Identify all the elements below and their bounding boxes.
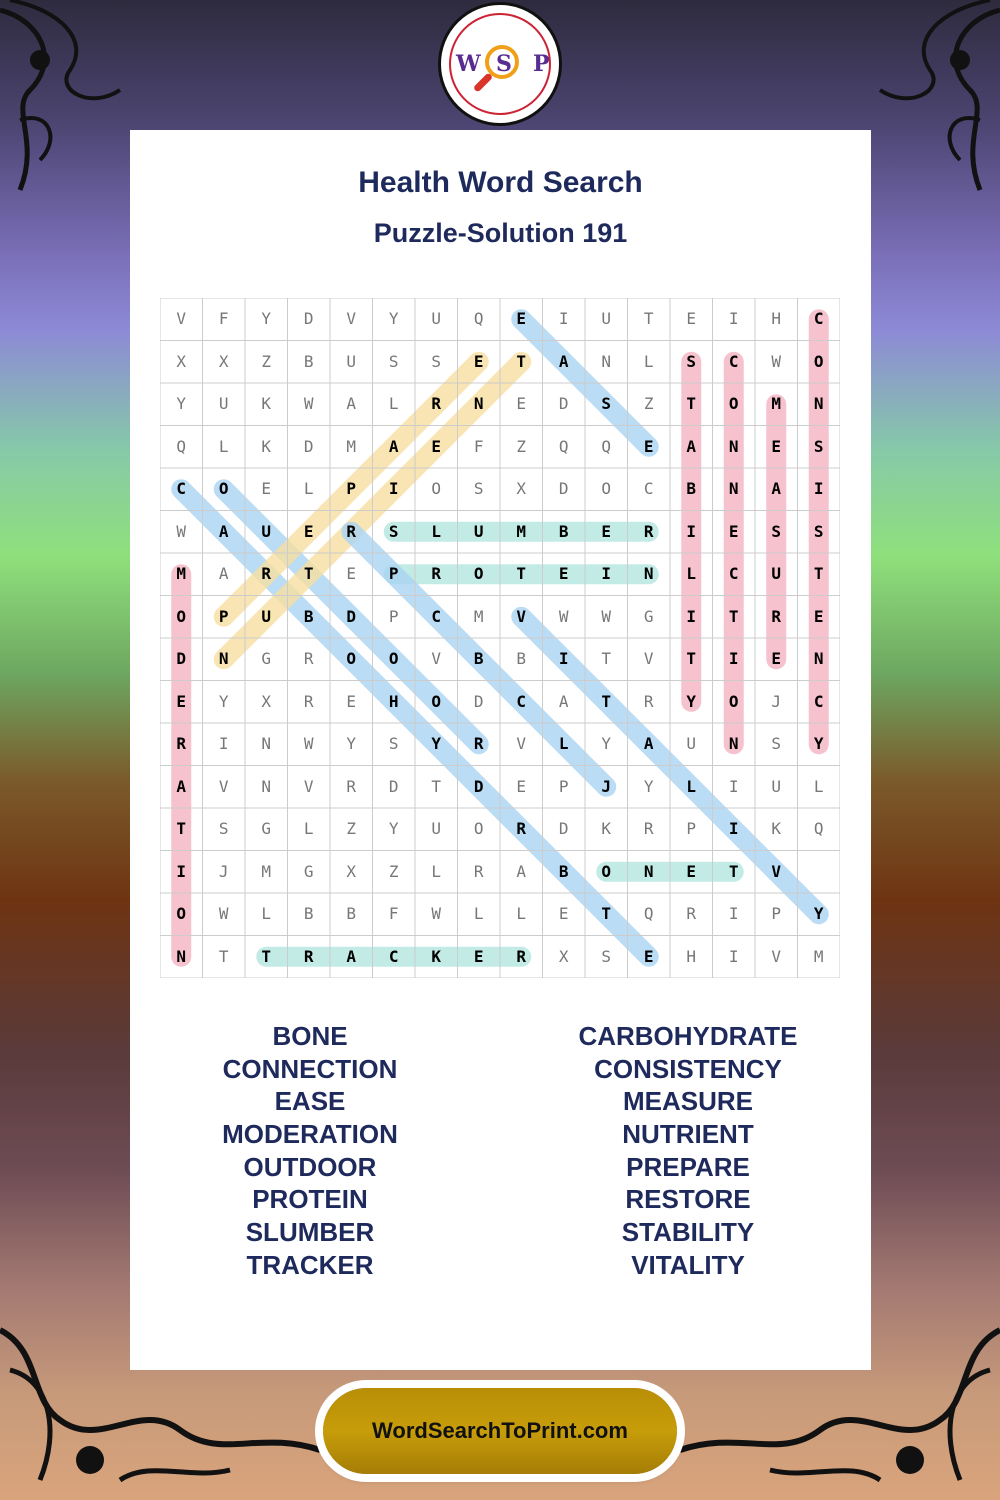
grid-cell[interactable]: C [388,946,399,966]
grid-cell[interactable]: V [771,946,782,966]
grid-cell[interactable]: S [813,521,824,541]
grid-cell[interactable]: V [346,309,357,328]
grid-cell[interactable]: R [473,734,484,753]
grid-cell[interactable]: C [728,564,739,583]
grid-cell[interactable]: I [728,946,739,966]
grid-cell[interactable]: X [558,946,569,966]
grid-cell[interactable]: L [558,734,569,753]
grid-cell[interactable]: M [516,521,527,541]
grid-cell[interactable]: B [473,649,484,668]
grid-cell[interactable]: D [303,309,314,328]
grid-cell[interactable]: Y [601,734,612,753]
grid-cell[interactable]: U [601,309,612,328]
grid-cell[interactable]: U [686,734,697,753]
grid-cell[interactable]: E [686,861,697,881]
grid-cell[interactable]: Q [643,904,654,923]
word-list-item: BONE [272,1021,348,1051]
grid-cell[interactable]: E [771,436,782,456]
grid-cell[interactable]: T [601,691,612,711]
grid-cell[interactable]: D [558,394,569,413]
grid-cell[interactable]: T [431,776,442,796]
grid-cell[interactable]: Z [643,394,654,413]
grid-cell[interactable]: A [218,521,229,541]
grid-cell[interactable]: M [473,606,484,626]
grid-cell[interactable]: E [601,521,612,541]
grid-cell[interactable]: A [686,436,697,456]
word-list-item: NUTRIENT [622,1119,754,1150]
grid-cell[interactable]: I [728,904,739,923]
grid-cell[interactable]: O [473,819,484,838]
grid-cell[interactable]: S [473,479,484,498]
grid-cell[interactable]: S [388,521,399,541]
logo-letter-p: P [533,51,550,77]
puzzle-title: Health Word Search [358,166,643,199]
grid-cell[interactable]: E [431,436,442,456]
grid-cell[interactable]: E [558,904,569,923]
grid-cell[interactable]: Y [388,309,399,328]
grid-cell[interactable]: L [218,436,229,456]
grid-cell[interactable]: I [601,564,612,583]
grid-cell[interactable]: E [643,436,654,456]
grid-cell[interactable]: E [728,521,739,541]
grid-cell[interactable]: X [261,691,272,711]
grid-cell[interactable]: D [473,691,484,711]
grid-cell[interactable]: Z [516,436,527,456]
grid-cell[interactable]: O [176,606,187,626]
grid-cell[interactable]: F [218,309,229,328]
grid-cell[interactable]: J [218,861,229,881]
grid-cell[interactable]: S [601,394,612,413]
grid-cell[interactable]: C [813,691,824,711]
grid-cell[interactable]: F [388,904,399,923]
word-list-item: PROTEIN [252,1184,368,1215]
grid-cell[interactable]: R [643,691,654,711]
word-list-right [503,1020,873,1282]
grid-cell[interactable]: A [558,351,569,371]
grid-cell[interactable]: N [218,649,229,668]
grid-cell[interactable]: R [303,946,314,966]
grid-cell[interactable]: C [728,351,739,371]
grid-cell[interactable]: G [261,819,272,838]
grid-cell[interactable]: E [558,564,569,583]
grid-cell[interactable]: T [643,309,654,328]
grid-cell[interactable]: E [516,776,527,796]
grid-cell[interactable]: R [473,861,484,881]
grid-cell[interactable]: N [643,861,654,881]
grid-cell[interactable]: U [431,309,442,328]
grid-cell[interactable]: P [558,776,569,796]
grid-cell[interactable]: T [218,946,229,966]
word-list-left [125,1020,495,1282]
grid-cell[interactable]: U [473,521,484,541]
grid-cell[interactable]: E [686,309,697,328]
grid-cell[interactable]: I [218,734,229,753]
logo-letter-w: W [456,51,481,77]
grid-cell[interactable]: M [176,564,187,583]
grid-cell[interactable]: L [686,776,697,796]
grid-cell[interactable]: P [388,564,399,583]
grid-cell[interactable]: D [473,776,484,796]
grid-cell[interactable]: T [303,564,314,583]
grid-cell[interactable]: P [346,479,357,498]
grid-cell[interactable]: L [516,904,527,923]
grid-cell[interactable]: P [686,819,697,838]
grid-cell[interactable]: E [473,351,484,371]
grid-cell[interactable]: N [643,564,654,583]
grid-cell[interactable]: O [728,691,739,711]
grid-cell[interactable]: E [473,946,484,966]
grid-cell[interactable]: R [643,521,654,541]
grid-cell[interactable]: Z [388,861,399,881]
word-list-item: MODERATION [222,1119,398,1150]
grid-cell[interactable]: C [176,479,187,498]
grid-cell[interactable]: I [728,776,739,796]
grid-cell[interactable]: L [473,904,484,923]
grid-cell[interactable]: R [431,394,442,413]
grid-cell[interactable]: E [516,394,527,413]
grid-cell[interactable]: O [813,351,824,371]
grid-cell[interactable]: B [346,904,357,923]
grid-cell[interactable]: N [261,734,272,753]
grid-cell[interactable]: T [601,649,612,668]
grid-cell[interactable]: E [176,691,187,711]
word-list-item: TRACKER [246,1249,374,1280]
grid-cell[interactable]: O [176,904,187,923]
word-list-item: EASE [274,1086,346,1117]
grid-cell[interactable]: B [558,521,569,541]
grid-cell[interactable]: B [686,479,697,498]
grid-cell[interactable]: G [303,861,314,881]
grid-cell[interactable]: I [686,606,697,626]
grid-cell[interactable]: Y [431,734,442,753]
grid-cell[interactable]: I [728,309,739,328]
word-list-item: RESTORE [625,1184,751,1215]
grid-cell[interactable]: R [303,691,314,711]
grid-cell[interactable]: L [643,351,654,371]
grid-cell[interactable]: A [771,479,782,498]
grid-cell[interactable]: V [303,776,314,796]
grid-cell[interactable] [798,851,841,894]
grid-cell[interactable]: Q [813,819,824,838]
grid-cell[interactable]: O [218,479,229,498]
word-list-item: CONNECTION [222,1053,398,1084]
grid-cell[interactable]: O [431,691,442,711]
grid-cell[interactable]: T [516,564,527,583]
grid-cell[interactable]: E [303,521,314,541]
grid-cell[interactable]: P [218,606,229,626]
grid-cell[interactable]: B [516,649,527,668]
grid-cell[interactable]: I [686,521,697,541]
grid-cell[interactable]: T [728,861,739,881]
grid-cell[interactable]: Y [686,691,697,711]
grid-cell[interactable]: R [643,819,654,838]
grid-cell[interactable]: K [601,819,612,838]
grid-cell[interactable]: V [771,861,782,881]
grid-cell[interactable]: L [431,521,442,541]
grid-cell[interactable]: K [261,436,272,456]
grid-cell[interactable]: N [728,734,739,753]
grid-cell[interactable]: V [516,606,527,626]
grid-cell[interactable]: S [388,351,399,371]
grid-cell[interactable]: T [728,606,739,626]
grid-cell[interactable]: U [218,394,229,413]
grid-cell[interactable]: O [473,564,484,583]
grid-cell[interactable]: D [558,819,569,838]
grid-cell[interactable]: W [176,521,187,541]
grid-cell[interactable]: A [558,691,569,711]
grid-cell[interactable]: E [516,309,527,328]
puzzle-card [130,130,871,1370]
grid-cell[interactable]: Y [643,776,654,796]
grid-cell[interactable]: X [176,351,187,371]
word-list-item: MEASURE [622,1086,753,1117]
grid-cell[interactable]: X [516,479,527,498]
logo-letter-s: S [496,51,512,77]
grid-cell[interactable]: W [601,606,612,626]
grid-cell[interactable]: P [388,606,399,626]
grid-cell[interactable]: L [431,861,442,881]
grid-cell[interactable]: A [176,776,187,796]
grid-cell[interactable]: Y [218,691,229,711]
grid-cell[interactable]: S [813,436,824,456]
grid-cell[interactable]: U [261,606,272,626]
grid-cell[interactable]: D [346,606,357,626]
grid-cell[interactable]: T [176,819,187,838]
grid-cell[interactable]: Q [176,436,187,456]
grid-cell[interactable]: I [813,479,824,498]
grid-cell[interactable]: M [346,436,357,456]
grid-cell[interactable]: S [771,521,782,541]
grid-cell[interactable]: A [346,394,357,413]
grid-cell[interactable]: M [261,861,272,881]
grid-cell[interactable]: T [686,649,697,668]
letter-grid[interactable] [160,298,840,978]
grid-cell[interactable]: F [473,436,484,456]
grid-cell[interactable]: R [686,904,697,923]
grid-cell[interactable]: L [813,776,824,796]
grid-cell[interactable]: R [516,946,527,966]
grid-cell[interactable]: A [516,861,527,881]
grid-cell[interactable]: E [643,946,654,966]
grid-cell[interactable]: R [431,564,442,583]
grid-cell[interactable]: A [643,734,654,753]
grid-cell[interactable]: Y [813,734,824,753]
grid-cell[interactable]: V [516,734,527,753]
puzzle-subtitle: Puzzle-Solution 191 [373,218,628,248]
grid-cell[interactable]: K [771,819,782,838]
grid-cell[interactable]: R [771,606,782,626]
grid-cell[interactable]: O [346,649,357,668]
word-list-item: OUTDOOR [243,1151,377,1182]
grid-cell[interactable]: R [303,649,314,668]
grid-cell[interactable]: V [643,649,654,668]
word-list-item: STABILITY [621,1217,755,1248]
word-list-item: CARBOHYDRATE [578,1021,798,1051]
grid-cell[interactable]: Q [473,309,484,328]
grid-cell[interactable]: O [728,394,739,413]
grid-cell[interactable]: Z [346,819,357,838]
grid-cell[interactable]: N [728,436,739,456]
grid-cell[interactable]: R [176,734,187,753]
grid-cell[interactable]: Y [176,394,187,413]
grid-cell[interactable]: N [601,351,612,371]
grid-cell[interactable]: W [771,351,782,371]
grid-cell[interactable]: I [176,861,187,881]
grid-cell[interactable]: K [431,946,442,966]
grid-cell[interactable]: W [558,606,569,626]
grid-cell[interactable]: I [558,649,569,668]
grid-cell[interactable]: J [771,691,782,711]
grid-cell[interactable]: Q [558,436,569,456]
word-list-item: VITALITY [631,1249,745,1280]
grid-cell[interactable]: B [303,606,314,626]
grid-cell[interactable]: I [728,819,739,838]
grid-cell[interactable]: C [643,479,654,498]
grid-cell[interactable]: D [388,776,399,796]
grid-cell[interactable]: O [431,479,442,498]
grid-cell[interactable]: B [303,351,314,371]
grid-cell[interactable]: X [346,861,357,881]
grid-cell[interactable]: I [728,649,739,668]
grid-cell[interactable]: D [558,479,569,498]
grid-cell[interactable]: A [388,436,399,456]
word-list-item: CONSISTENCY [594,1053,782,1084]
grid-cell[interactable]: C [813,309,824,328]
grid-cell[interactable]: T [261,946,272,966]
grid-cell[interactable]: C [516,691,527,711]
grid-cell[interactable]: T [813,564,824,583]
wsp-logo[interactable] [438,2,562,126]
grid-cell[interactable]: S [218,819,229,838]
grid-cell[interactable]: J [601,776,612,796]
grid-cell[interactable]: S [388,734,399,753]
grid-cell[interactable]: M [771,394,782,413]
grid-cell[interactable]: N [728,479,739,498]
grid-cell[interactable]: R [516,819,527,838]
grid-cell[interactable]: U [771,564,782,583]
word-list-item: SLUMBER [245,1217,375,1248]
grid-cell[interactable]: S [686,351,697,371]
grid-cell[interactable]: C [431,606,442,626]
grid-cell[interactable]: H [686,946,697,966]
grid-cell[interactable]: U [346,351,357,371]
grid-cell[interactable]: N [813,649,824,668]
grid-cell[interactable]: L [261,904,272,923]
grid-cell[interactable]: E [346,564,357,583]
grid-cell[interactable]: N [473,394,484,413]
site-link-button[interactable]: WordSearchToPrint.com [323,1388,677,1474]
word-list-item: PREPARE [626,1151,750,1182]
grid-cell[interactable]: A [218,564,229,583]
grid-cell[interactable]: S [601,946,612,966]
grid-cell[interactable]: Y [346,734,357,753]
grid-cell[interactable]: T [516,351,527,371]
grid-cell[interactable]: U [431,819,442,838]
grid-cell[interactable]: L [303,819,314,838]
grid-cell[interactable]: W [303,734,314,753]
grid-cell[interactable]: Y [261,309,272,328]
grid-cell[interactable]: B [303,904,314,923]
grid-cell[interactable]: H [388,691,399,711]
grid-cell[interactable]: D [303,436,314,456]
grid-cell[interactable]: Z [261,351,272,371]
grid-cell[interactable]: R [261,564,272,583]
grid-cell[interactable]: E [261,479,272,498]
grid-cell[interactable]: T [601,904,612,923]
grid-cell[interactable]: W [303,394,314,413]
grid-cell[interactable]: V [218,776,229,796]
grid-cell[interactable]: S [771,734,782,753]
grid-cell[interactable]: D [176,649,187,668]
grid-cell[interactable]: T [686,394,697,413]
grid-cell[interactable]: I [388,479,399,498]
grid-cell[interactable]: A [346,946,357,966]
grid-cell[interactable]: N [813,394,824,413]
grid-cell[interactable]: U [261,521,272,541]
grid-cell[interactable]: Y [813,904,824,923]
grid-cell[interactable]: R [346,776,357,796]
grid-cell[interactable]: V [176,309,187,328]
grid-cell[interactable]: O [388,649,399,668]
grid-cell[interactable]: W [218,904,229,923]
grid-cell[interactable]: H [771,309,782,328]
grid-cell[interactable]: X [218,351,229,371]
grid-cell[interactable]: E [771,649,782,668]
grid-cell[interactable]: S [431,351,442,371]
grid-cell[interactable]: R [346,521,357,541]
grid-cell[interactable]: G [261,649,272,668]
grid-cell[interactable]: P [771,904,782,923]
grid-cell[interactable]: I [558,309,569,328]
grid-cell[interactable]: U [771,776,782,796]
grid-cell[interactable]: N [261,776,272,796]
grid-cell[interactable]: L [686,564,697,583]
grid-cell[interactable]: W [431,904,442,923]
grid-cell[interactable]: Q [601,436,612,456]
grid-cell[interactable]: O [601,861,612,881]
grid-cell[interactable]: K [261,394,272,413]
grid-cell[interactable]: L [388,394,399,413]
grid-cell[interactable]: O [601,479,612,498]
grid-cell[interactable]: L [303,479,314,498]
grid-cell[interactable]: E [813,606,824,626]
grid-cell[interactable]: M [813,946,824,966]
grid-cell[interactable]: G [643,606,654,626]
grid-cell[interactable]: V [431,649,442,668]
grid-cell[interactable]: E [346,691,357,711]
grid-cell[interactable]: B [558,861,569,881]
grid-cell[interactable]: Y [388,819,399,838]
grid-cell[interactable]: N [176,946,187,966]
